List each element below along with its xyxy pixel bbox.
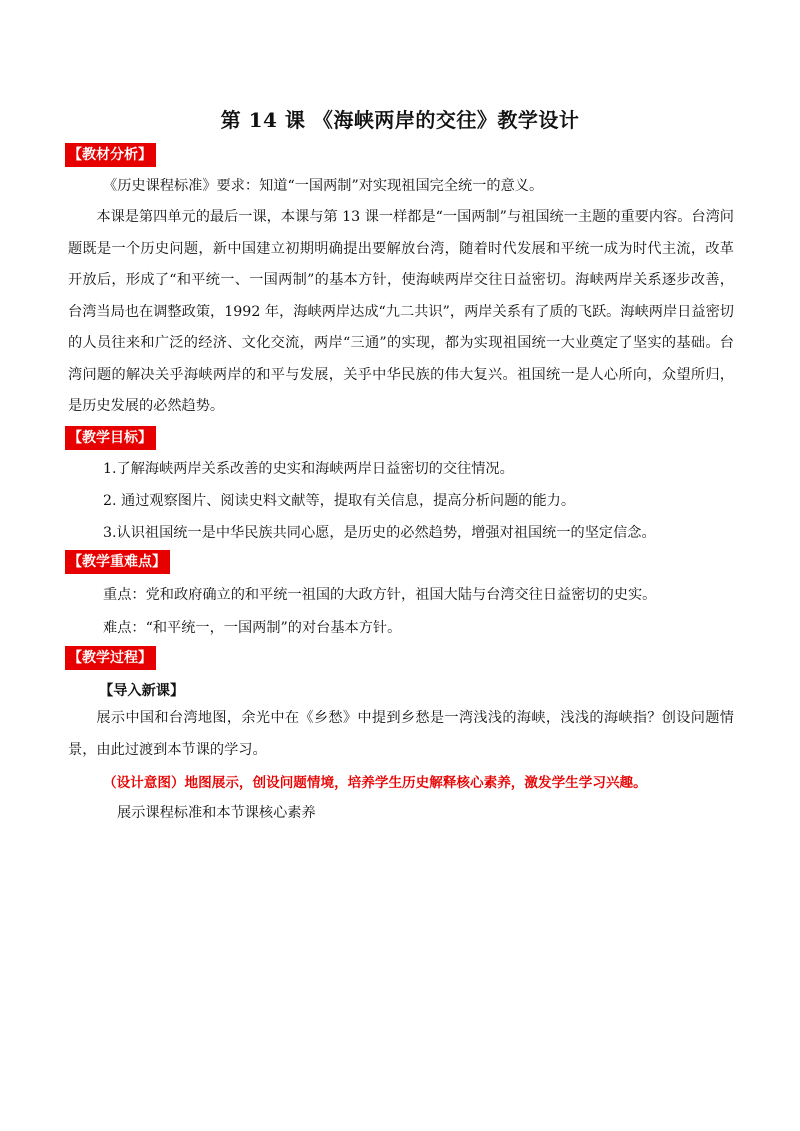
section-heading-goals: 【教学目标】 bbox=[65, 426, 156, 450]
analysis-paragraph: 本课是第四单元的最后一课，本课与第 13 课一样都是“一国两制”与祖国统一主题的重要内容。台湾问题既是一个历史问题，新中国建立初期明确提出要解放台湾，随着时代发展和平统一成为时代主流，改革开放后，形成了“和平统一、一国两制”的基本方针，使海峡两岸交往日益密切。海峡两岸关系逐步改善，台湾当局也在调整政策，1992 年，海峡两岸达成“九二共识”，两岸关系有了质的飞跃。海峡两岸日益密切的人员往来和广泛的经济、文化交流，两岸“三通”的实现，都为实现祖国统一大业奠定了坚实的基础。台湾问题的解决关乎海峡两岸的和平与发展，关乎中华民族的伟大复兴。祖国统一是人心所向，众望所归，是历史发展的必然趋势。 bbox=[68, 209, 734, 414]
goal-item: 3.认识祖国统一是中华民族共同心愿，是历史的必然趋势，增强对祖国统一的坚定信念。 bbox=[103, 525, 656, 541]
goal-item: 1.了解海峡两岸关系改善的史实和海峡两岸日益密切的交往情况。 bbox=[103, 461, 514, 477]
key-point-difficulty: 难点：“和平统一，一国两制”的对台基本方针。 bbox=[103, 620, 402, 636]
intro-heading: 【导入新课】 bbox=[99, 683, 185, 699]
section-heading-process: 【教学过程】 bbox=[65, 646, 156, 670]
intro-paragraph: 展示中国和台湾地图，余光中在《乡愁》中提到乡愁是一湾浅浅的海峡，浅浅的海峡指？创设问题情景，由此过渡到本节课的学习。 bbox=[68, 710, 734, 758]
next-step-text: 展示课程标准和本节课核心素养 bbox=[117, 805, 316, 821]
document-title: 第 14 课 《海峡两岸的交往》教学设计 bbox=[220, 108, 580, 132]
section-heading-analysis: 【教材分析】 bbox=[65, 143, 156, 167]
curriculum-standard-text: 《历史课程标准》要求：知道“一国两制”对实现祖国完全统一的意义。 bbox=[103, 178, 544, 194]
section-heading-key-points: 【教学重难点】 bbox=[65, 550, 170, 574]
goal-item: 2. 通过观察图片、阅读史料文献等，提取有关信息，提高分析问题的能力。 bbox=[103, 493, 576, 509]
key-point-focus: 重点：党和政府确立的和平统一祖国的大政方针，祖国大陆与台湾交往日益密切的史实。 bbox=[103, 587, 657, 603]
design-intent-text: （设计意图）地图展示，创设问题情境，培养学生历史解释核心素养，激发学生学习兴趣。 bbox=[103, 775, 647, 791]
